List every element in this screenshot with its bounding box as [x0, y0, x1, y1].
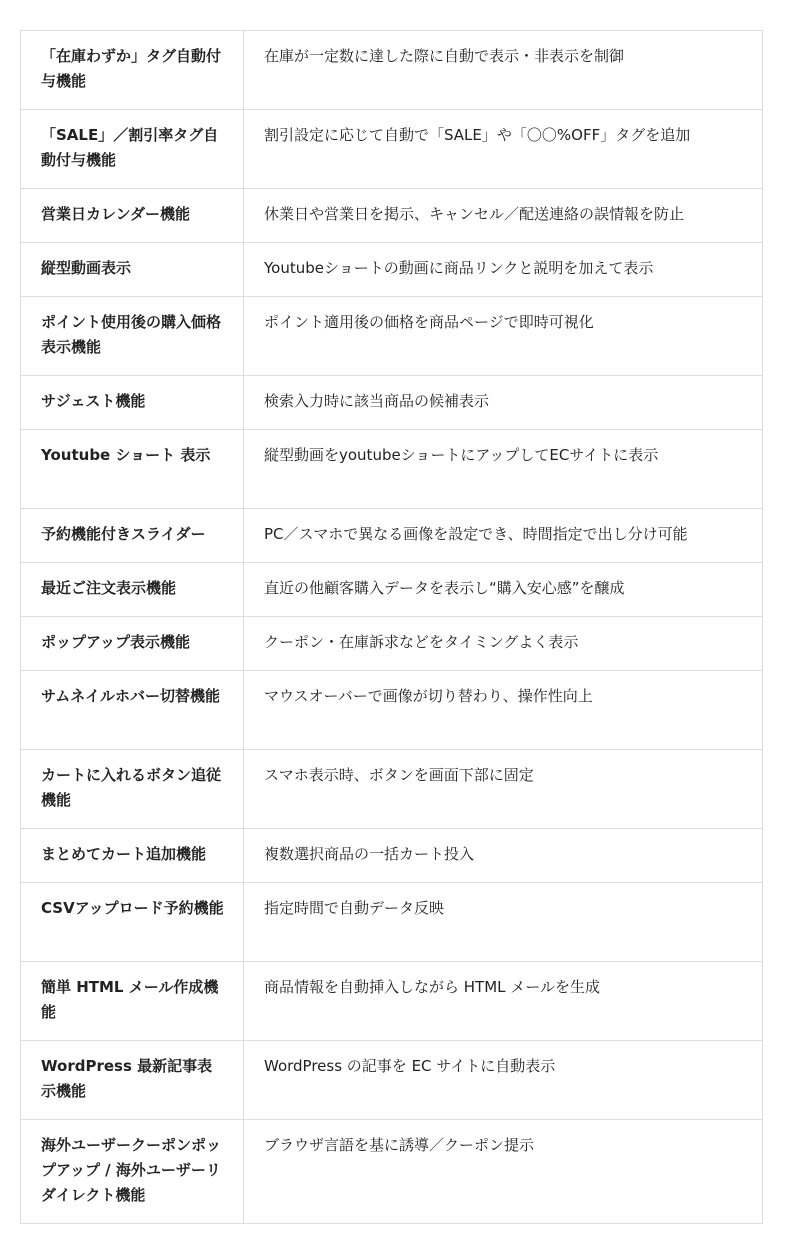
table-row	[21, 750, 763, 829]
feature-name-cell: CSVアップロード予約機能	[21, 883, 244, 962]
feature-name-cell: サムネイルホバー切替機能	[21, 671, 244, 750]
feature-description-cell: ブラウザ言語を基に誘導／クーポン提示	[244, 1120, 763, 1224]
feature-name-cell: ポップアップ表示機能	[21, 617, 244, 671]
feature-name-cell: 「在庫わずか」タグ自動付与機能	[21, 31, 244, 110]
table-row	[21, 376, 763, 430]
table-row	[21, 243, 763, 297]
feature-name-cell: カートに入れるボタン追従機能	[21, 750, 244, 829]
table-row	[21, 297, 763, 376]
feature-description-cell: Youtubeショートの動画に商品リンクと説明を加えて表示	[244, 243, 763, 297]
feature-description-cell: 検索入力時に該当商品の候補表示	[244, 376, 763, 430]
feature-description-cell: 在庫が一定数に達した際に自動で表示・非表示を制御	[244, 31, 763, 110]
feature-description-cell: 複数選択商品の一括カート投入	[244, 829, 763, 883]
feature-description-cell: クーポン・在庫訴求などをタイミングよく表示	[244, 617, 763, 671]
feature-description-cell: スマホ表示時、ボタンを画面下部に固定	[244, 750, 763, 829]
feature-name-cell: 縦型動画表示	[21, 243, 244, 297]
feature-description-cell: PC／スマホで異なる画像を設定でき、時間指定で出し分け可能	[244, 509, 763, 563]
feature-table	[20, 30, 763, 1224]
feature-description-cell: 休業日や営業日を掲示、キャンセル／配送連絡の誤情報を防止	[244, 189, 763, 243]
feature-description-cell: WordPress の記事を EC サイトに自動表示	[244, 1041, 763, 1120]
table-row	[21, 189, 763, 243]
feature-name-cell: 予約機能付きスライダー	[21, 509, 244, 563]
feature-table-container	[20, 30, 762, 1224]
table-row	[21, 1041, 763, 1120]
feature-description-cell: 指定時間で自動データ反映	[244, 883, 763, 962]
table-row	[21, 509, 763, 563]
feature-name-cell: まとめてカート追加機能	[21, 829, 244, 883]
feature-name-cell: 海外ユーザークーポンポップアップ / 海外ユーザーリダイレクト機能	[21, 1120, 244, 1224]
feature-name-cell: WordPress 最新記事表示機能	[21, 1041, 244, 1120]
feature-name-cell: ポイント使用後の購入価格表示機能	[21, 297, 244, 376]
feature-description-cell: 割引設定に応じて自動で「SALE」や「〇〇%OFF」タグを追加	[244, 110, 763, 189]
table-row	[21, 110, 763, 189]
feature-name-cell: Youtube ショート 表示	[21, 430, 244, 509]
feature-name-cell: 営業日カレンダー機能	[21, 189, 244, 243]
table-row	[21, 430, 763, 509]
feature-description-cell: マウスオーバーで画像が切り替わり、操作性向上	[244, 671, 763, 750]
table-row	[21, 671, 763, 750]
feature-name-cell: 簡単 HTML メール作成機能	[21, 962, 244, 1041]
feature-name-cell: サジェスト機能	[21, 376, 244, 430]
feature-description-cell: 商品情報を自動挿入しながら HTML メールを生成	[244, 962, 763, 1041]
feature-table-body	[21, 31, 763, 1224]
table-row	[21, 1120, 763, 1224]
table-row	[21, 829, 763, 883]
table-row	[21, 563, 763, 617]
feature-name-cell: 「SALE」／割引率タグ自動付与機能	[21, 110, 244, 189]
table-row	[21, 883, 763, 962]
table-row	[21, 31, 763, 110]
feature-description-cell: 直近の他顧客購入データを表示し“購入安心感”を醸成	[244, 563, 763, 617]
table-row	[21, 617, 763, 671]
feature-description-cell: ポイント適用後の価格を商品ページで即時可視化	[244, 297, 763, 376]
table-row	[21, 962, 763, 1041]
feature-description-cell: 縦型動画をyoutubeショートにアップしてECサイトに表示	[244, 430, 763, 509]
feature-name-cell: 最近ご注文表示機能	[21, 563, 244, 617]
